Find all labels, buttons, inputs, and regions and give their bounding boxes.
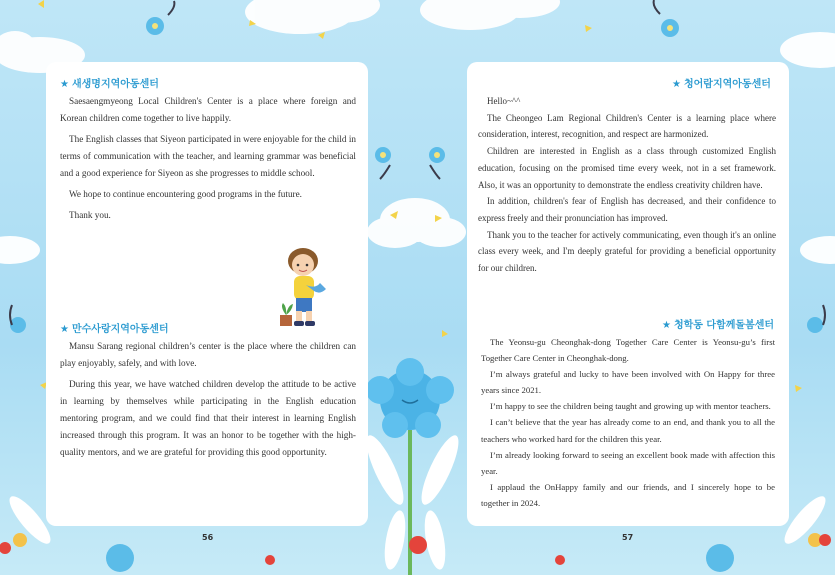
page-number-right: 57 — [622, 533, 634, 542]
heading-mansu-sarang: ★ 만수사랑지역아동센터 — [60, 324, 169, 335]
paragraph: In addition, children's fear of English has decreased, and their confidence to express freely and their pronunciation has improved. — [478, 196, 776, 223]
heading-saesaengmyeong: ★ 새생명지역아동센터 — [60, 79, 159, 90]
paragraph: During this year, we have watched children develop the attitude to be active in learning by themselves while participating in the English education mentoring program, and we could find that their interest in learning English increased through this program. It was an honor to be together with the high-quality mentors, and we are grateful for providing this good opportunity. — [60, 379, 356, 457]
paragraph: The Cheongeo Lam Regional Children's Center is a learning place where consideration, interest, recognition, and respect are harmonized. — [478, 112, 776, 140]
paragraph: The English classes that Siyeon participated in were enjoyable for the child in terms of communication with the teacher, and learning grammar was beneficial and a good experience for Siyeon as she progresses to middle school. — [60, 134, 356, 178]
star-icon: ★ — [60, 324, 69, 335]
heading-cheongeoram: ★ 청어람지역아동센터 — [672, 79, 771, 90]
section-saesaengmyeong-text — [60, 93, 356, 224]
paragraph: Children are interested in English as a class through customized English education, focusing on the promised time every week, not in a set framework. Also, it was an opportunity to demonstrate the endless creativity children have. — [478, 146, 776, 190]
star-icon: ★ — [662, 320, 671, 331]
heading-cheonghak-dong: ★ 청학동 다함께돌봄센터 — [662, 320, 775, 331]
paragraph: Saesaengmyeong Local Children's Center is a place where foreign and Korean children come together to live happily. — [60, 96, 356, 123]
paragraph: I applaud the OnHappy family and our friends, and I sincerely hope to be together in 2024. — [481, 481, 775, 508]
paragraph: Thank you. — [69, 210, 111, 220]
paragraph: I’m already looking forward to seeing an excellent book made with affection this year. — [481, 449, 775, 476]
section-cheonghak-dong-text — [481, 334, 775, 511]
paragraph: Hello~^^ — [487, 96, 521, 106]
star-icon: ★ — [60, 79, 69, 90]
paragraph: Mansu Sarang regional children’s center is the place where the children can play enjoyably, safely, and with love. — [60, 341, 356, 368]
paragraph: I’m always grateful and lucky to have been involved with On Happy for three years since 2021. — [481, 369, 775, 396]
paragraph: I can’t believe that the year has already come to an end, and thank you to all the teachers who worked hard for the children this year. — [481, 417, 775, 444]
section-mansu-sarang-text — [60, 338, 356, 461]
paragraph: We hope to continue encountering good programs in the future. — [69, 189, 302, 199]
child-watering-plant-illustration — [276, 243, 338, 331]
section-cheongeoram-text — [478, 93, 776, 277]
paragraph: I’m happy to see the children being taught and growing up with mentor teachers. — [490, 401, 771, 412]
star-icon: ★ — [672, 79, 681, 90]
page-number-left: 56 — [202, 533, 214, 542]
paragraph: Thank you to the teacher for actively communicating, even though it's an online class every week, and I'm deeply grateful for providing a beneficial opportunity for our children. — [478, 229, 776, 274]
paragraph: The Yeonsu-gu Cheonghak-dong Together Care Center is Yeonsu-gu’s first Together Care Center in Cheonghak-dong. — [481, 337, 775, 364]
